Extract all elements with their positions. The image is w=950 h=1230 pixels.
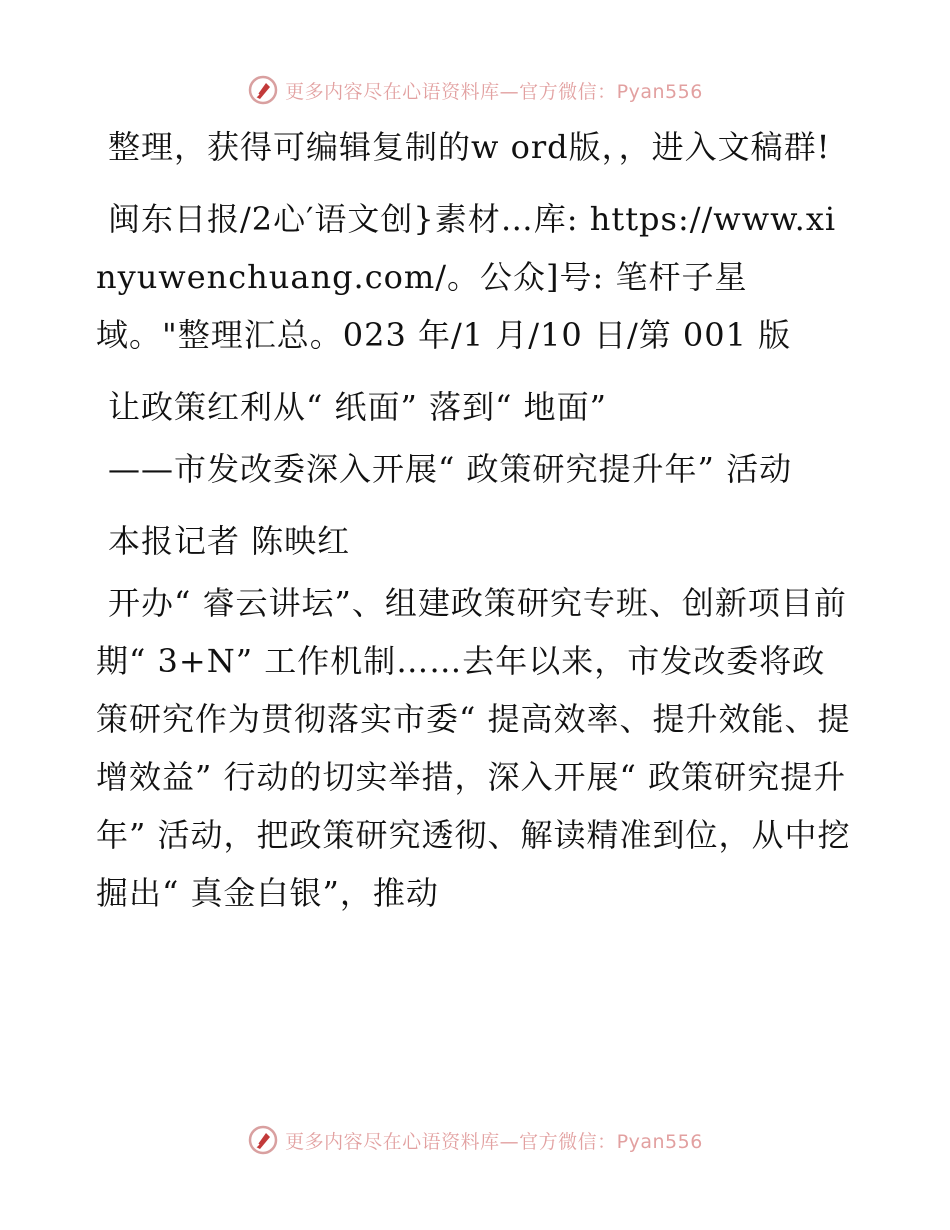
article-title: 让政策红利从“ 纸面” 落到“ 地面”	[108, 388, 607, 426]
footer-banner	[0, 1120, 950, 1160]
article-byline: 本报记者 陈映红	[108, 522, 351, 560]
pen-nib-logo-icon	[247, 74, 279, 106]
header-banner-text: 更多内容尽在心语资料库—官方微信：Pyan556	[285, 80, 703, 103]
article-subtitle: ——市发改委深入开展“ 政策研究提升年” 活动	[108, 450, 793, 488]
article-body-paragraph: 开办“ 睿云讲坛”、组建政策研究专班、创新项目前期“ 3+N” 工作机制……去年以来，市发改委将政策研究作为贯彻落实市委“ 提高效率、提升效能、提增效益” 行动的切实举措，深入开展“ 政策研究提升年” 活动，把政策研究透彻、解读精准到位，从中挖掘出“ 真金白银”，推动	[96, 584, 851, 912]
document-body	[96, 118, 856, 936]
pen-nib-logo-icon	[247, 1124, 279, 1156]
source-paragraph: 闽东日报/2心′语文创}素材…库: https://www.xinyuwenchuang.com/。公众]号: 笔杆子星域。"整理汇总。023 年/1 月/10 日/第 001 版	[96, 200, 837, 354]
header-banner	[0, 70, 950, 110]
intro-paragraph: 整理，获得可编辑复制的w ord版，，进入文稿群!	[108, 128, 831, 166]
footer-banner-text: 更多内容尽在心语资料库—官方微信：Pyan556	[285, 1130, 703, 1153]
